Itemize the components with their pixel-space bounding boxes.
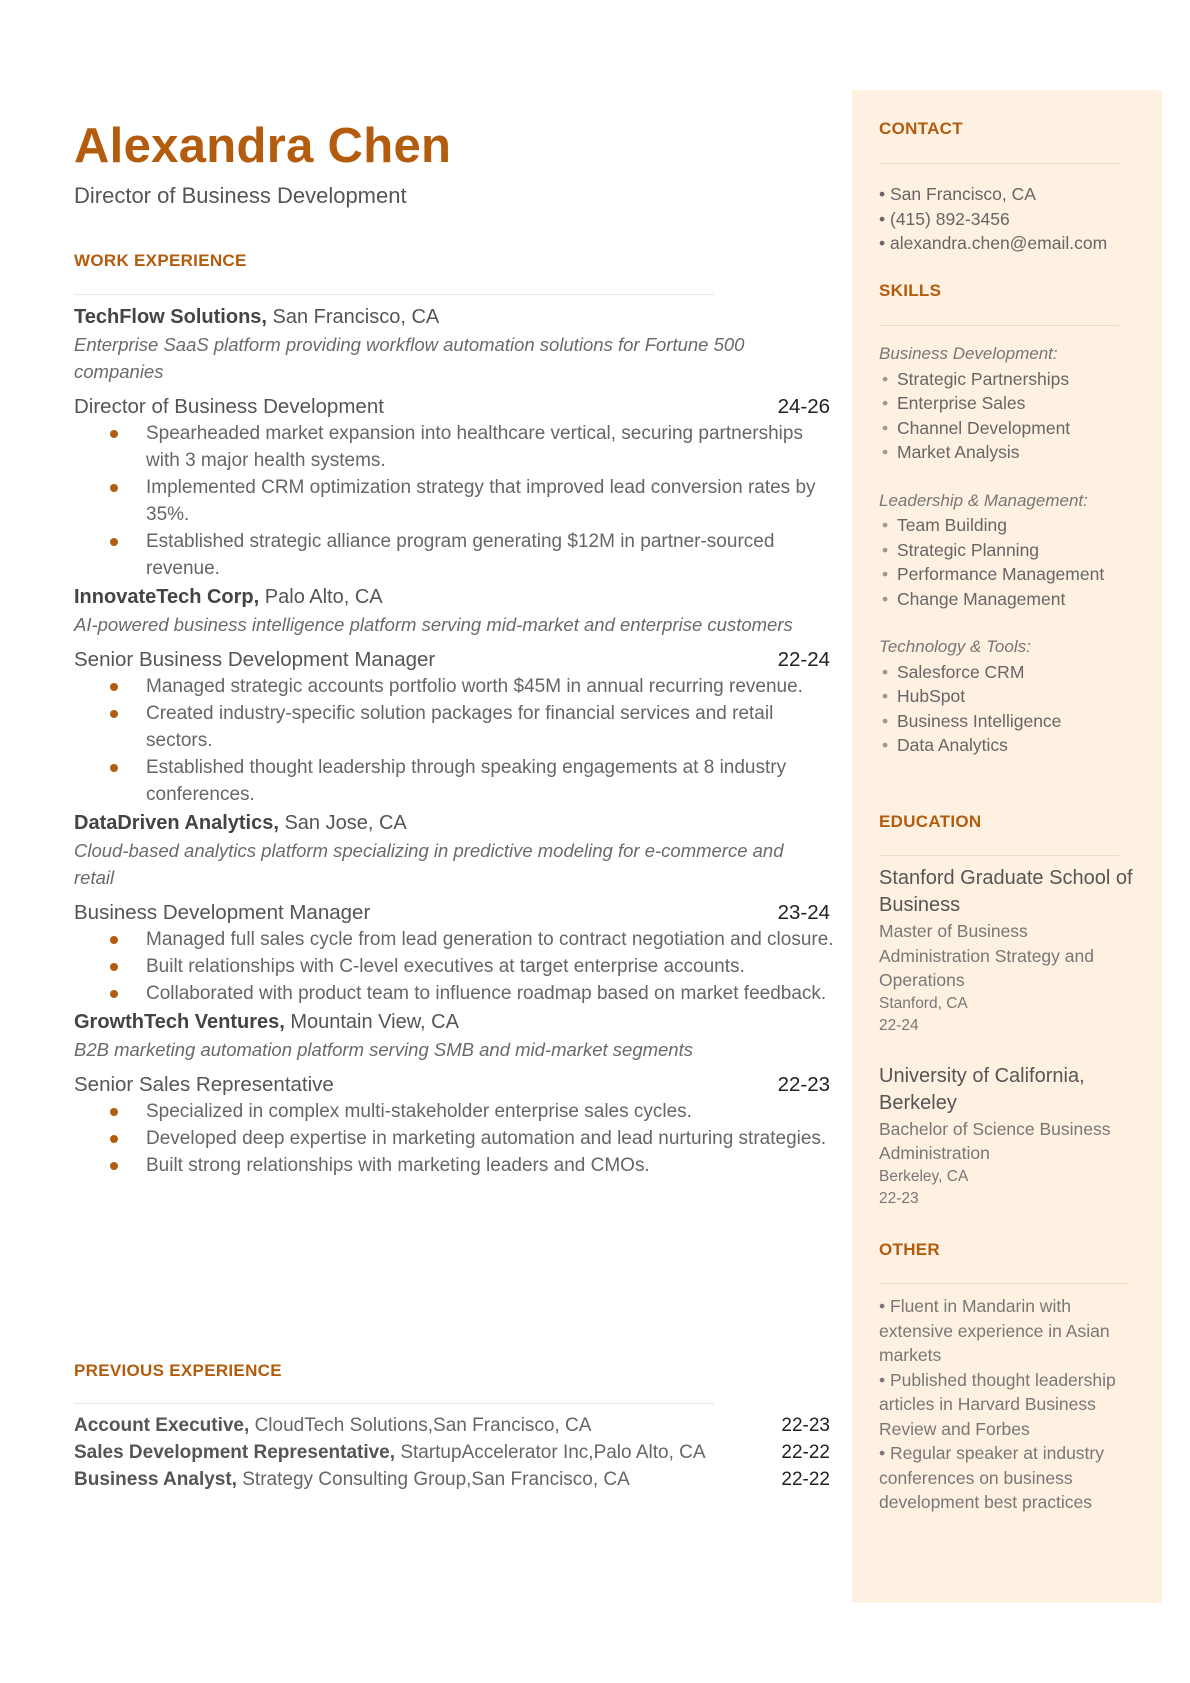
job-bullet xyxy=(122,420,836,474)
skills-list xyxy=(879,342,1139,758)
bullet-text: Built relationships with C-level executives at target enterprise accounts. xyxy=(146,956,745,977)
job-bullets xyxy=(74,420,834,582)
bullet-text: Built strong relationships with marketing leaders and CMOs. xyxy=(146,1155,650,1176)
job-bullet xyxy=(122,673,836,700)
job-description: Enterprise SaaS platform providing workflow automation solutions for Fortune 500 companies xyxy=(74,334,745,382)
skill-item: • Data Analytics xyxy=(879,733,1139,758)
other-heading: OTHER xyxy=(879,1240,940,1259)
skill-item: • HubSpot xyxy=(879,684,1139,709)
other-item: • Published thought leadership articles in Harvard Business Review and Forbes xyxy=(879,1369,1116,1439)
bullet-dot-icon xyxy=(110,538,118,546)
job-company: DataDriven Analytics, xyxy=(74,812,279,834)
bullet-dot-icon xyxy=(110,1135,118,1143)
bullet-text: Created industry-specific solution packages for financial services and retail sectors. xyxy=(146,703,774,751)
bullet-text: Developed deep expertise in marketing automation and lead nurturing strategies. xyxy=(146,1128,827,1149)
candidate-title: Director of Business Development xyxy=(74,183,407,208)
previous-row xyxy=(74,1439,834,1466)
job-dates: 24-26 xyxy=(777,395,830,418)
education-degree: Master of Business Administration Strategy and Operations xyxy=(879,921,1094,990)
skill-category: Business Development: xyxy=(879,344,1058,363)
bullet-dot-icon xyxy=(110,683,118,691)
other-item-text: Fluent in Mandarin with extensive experience in Asian markets xyxy=(879,1296,1110,1365)
job-bullet xyxy=(122,1152,836,1179)
previous-dates: 22-22 xyxy=(781,1442,830,1463)
job-role: Business Development Manager xyxy=(74,901,371,924)
bullet-dot-icon xyxy=(110,990,118,998)
bullet-dot-icon xyxy=(110,710,118,718)
bullet-dot-icon xyxy=(110,1108,118,1116)
job-bullet xyxy=(122,754,836,808)
bullet-dot-icon xyxy=(110,430,118,438)
skill-gap xyxy=(879,465,1139,489)
job-location: Palo Alto, CA xyxy=(264,586,383,608)
previous-org: Strategy Consulting Group,San Francisco, CA xyxy=(242,1469,630,1490)
job-entry xyxy=(74,810,834,1007)
contact-phone-text: (415) 892-3456 xyxy=(890,208,1010,229)
contact-email-text: alexandra.chen@email.com xyxy=(890,233,1108,253)
education-location: Stanford, CA xyxy=(879,994,968,1012)
job-entry xyxy=(74,304,834,582)
education-school: Stanford Graduate School of Business xyxy=(879,867,1133,916)
education-degree: Bachelor of Science Business Administration xyxy=(879,1118,1111,1163)
job-dates: 23-24 xyxy=(777,901,830,924)
bullet-text: Specialized in complex multi-stakeholder enterprise sales cycles. xyxy=(146,1101,692,1122)
contact-location-text: San Francisco, CA xyxy=(890,184,1036,204)
skill-item: • Channel Development xyxy=(879,416,1139,441)
education-school: University of California, Berkeley xyxy=(879,1064,1085,1114)
previous-divider xyxy=(74,1403,714,1404)
job-description: Cloud-based analytics platform specializing in predictive modeling for e-commerce and retail xyxy=(74,840,784,888)
work-divider xyxy=(74,294,714,295)
bullet-dot-icon xyxy=(110,963,118,971)
job-role-row xyxy=(74,646,834,673)
job-entry xyxy=(74,584,834,808)
contact-list xyxy=(879,182,1139,256)
other-list xyxy=(879,1294,1129,1515)
previous-role: Business Analyst, xyxy=(74,1469,237,1490)
previous-role: Account Executive, xyxy=(74,1415,250,1436)
other-item: • Fluent in Mandarin with extensive experience in Asian markets xyxy=(879,1296,1110,1365)
job-description: B2B marketing automation platform serving SMB and mid-market segments xyxy=(74,1039,693,1060)
education-dates: 22-23 xyxy=(879,1189,919,1207)
previous-row xyxy=(74,1412,834,1439)
education-list xyxy=(879,865,1139,1210)
contact-phone: • (415) 892-3456 xyxy=(879,208,1010,229)
skill-item: • Team Building xyxy=(879,513,1139,538)
previous-experience-list xyxy=(74,1412,834,1493)
other-item-text: Regular speaker at industry conferences on business development best practices xyxy=(879,1443,1104,1512)
bullet-text: Implemented CRM optimization strategy that improved lead conversion rates by 35%. xyxy=(146,477,816,525)
job-bullet xyxy=(122,953,836,980)
skill-category: Leadership & Management: xyxy=(879,490,1088,510)
job-dates: 22-23 xyxy=(777,1073,830,1096)
contact-email: • alexandra.chen@email.com xyxy=(879,233,1108,253)
job-bullet xyxy=(122,980,836,1007)
job-company-line xyxy=(74,810,834,837)
job-entry xyxy=(74,1009,834,1179)
job-bullet xyxy=(122,528,836,582)
job-description: AI-powered business intelligence platform serving mid-market and enterprise customers xyxy=(74,614,793,635)
job-role: Director of Business Development xyxy=(74,395,384,418)
bullet-text: Managed full sales cycle from lead generation to contract negotiation and closure. xyxy=(146,929,834,950)
previous-org: CloudTech Solutions,San Francisco, CA xyxy=(254,1415,592,1436)
other-item: • Regular speaker at industry conferences on business development best practices xyxy=(879,1443,1104,1512)
job-company-line xyxy=(74,304,834,331)
bullet-text: Established strategic alliance program generating $12M in partner-sourced revenue. xyxy=(146,531,775,579)
work-experience-list xyxy=(74,302,834,1179)
work-experience-heading: WORK EXPERIENCE xyxy=(74,251,247,270)
job-bullet xyxy=(122,1098,836,1125)
job-bullets xyxy=(74,673,834,808)
job-dates: 22-24 xyxy=(777,648,830,671)
job-company: TechFlow Solutions, xyxy=(74,306,267,328)
education-location: Berkeley, CA xyxy=(879,1167,969,1185)
candidate-name: Alexandra Chen xyxy=(74,119,452,173)
job-role-row xyxy=(74,1071,834,1098)
skill-item: • Enterprise Sales xyxy=(879,391,1139,416)
job-company: GrowthTech Ventures, xyxy=(74,1011,285,1033)
skill-item: • Strategic Partnerships xyxy=(879,367,1139,392)
skill-item: • Change Management xyxy=(879,587,1139,612)
job-bullet xyxy=(122,926,836,953)
bullet-dot-icon xyxy=(110,764,118,772)
other-item-text: Published thought leadership articles in Harvard Business Review and Forbes xyxy=(879,1369,1116,1439)
bullet-text: Established thought leadership through speaking engagements at 8 industry conferences. xyxy=(146,757,787,805)
job-location: Mountain View, CA xyxy=(290,1011,459,1033)
contact-divider xyxy=(879,163,1119,164)
job-bullet xyxy=(122,474,836,528)
job-company-line xyxy=(74,1009,834,1036)
previous-org: StartupAccelerator Inc,Palo Alto, CA xyxy=(400,1442,706,1463)
skill-item: • Market Analysis xyxy=(879,440,1139,465)
contact-location: • San Francisco, CA xyxy=(879,184,1036,204)
education-gap xyxy=(879,1037,1139,1063)
skills-heading: SKILLS xyxy=(879,281,942,300)
education-divider xyxy=(879,855,1119,856)
previous-dates: 22-22 xyxy=(781,1469,830,1490)
job-company-line xyxy=(74,584,834,611)
skills-divider xyxy=(879,325,1119,326)
other-divider xyxy=(879,1283,1129,1284)
skill-item: • Strategic Planning xyxy=(879,538,1139,563)
skill-item: • Performance Management xyxy=(879,562,1139,587)
job-bullets xyxy=(74,926,834,1007)
bullet-text: Collaborated with product team to influence roadmap based on market feedback. xyxy=(146,983,827,1004)
bullet-text: Managed strategic accounts portfolio worth $45M in annual recurring revenue. xyxy=(146,676,803,697)
job-bullet xyxy=(122,700,836,754)
job-bullets xyxy=(74,1098,834,1179)
job-location: San Jose, CA xyxy=(284,812,407,834)
skill-item: • Salesforce CRM xyxy=(879,660,1139,685)
job-location: San Francisco, CA xyxy=(272,306,440,328)
previous-experience-heading: PREVIOUS EXPERIENCE xyxy=(74,1361,282,1380)
job-company: InnovateTech Corp, xyxy=(74,586,260,608)
bullet-text: Spearheaded market expansion into healthcare vertical, securing partnerships with 3 major health systems. xyxy=(146,423,803,471)
contact-heading: CONTACT xyxy=(879,119,963,138)
skill-category: Technology & Tools: xyxy=(879,637,1031,656)
bullet-dot-icon xyxy=(110,1162,118,1170)
previous-dates: 22-23 xyxy=(781,1415,830,1436)
education-heading: EDUCATION xyxy=(879,812,982,831)
bullet-dot-icon xyxy=(110,936,118,944)
skill-item: • Business Intelligence xyxy=(879,709,1139,734)
skill-gap xyxy=(879,611,1139,635)
job-role: Senior Business Development Manager xyxy=(74,648,436,671)
job-role-row xyxy=(74,899,834,926)
job-bullet xyxy=(122,1125,836,1152)
job-role-row xyxy=(74,393,834,420)
sidebar xyxy=(852,90,1162,1603)
previous-role: Sales Development Representative, xyxy=(74,1442,396,1463)
previous-row xyxy=(74,1466,834,1493)
bullet-dot-icon xyxy=(110,484,118,492)
education-dates: 22-24 xyxy=(879,1016,919,1034)
job-role: Senior Sales Representative xyxy=(74,1073,334,1096)
